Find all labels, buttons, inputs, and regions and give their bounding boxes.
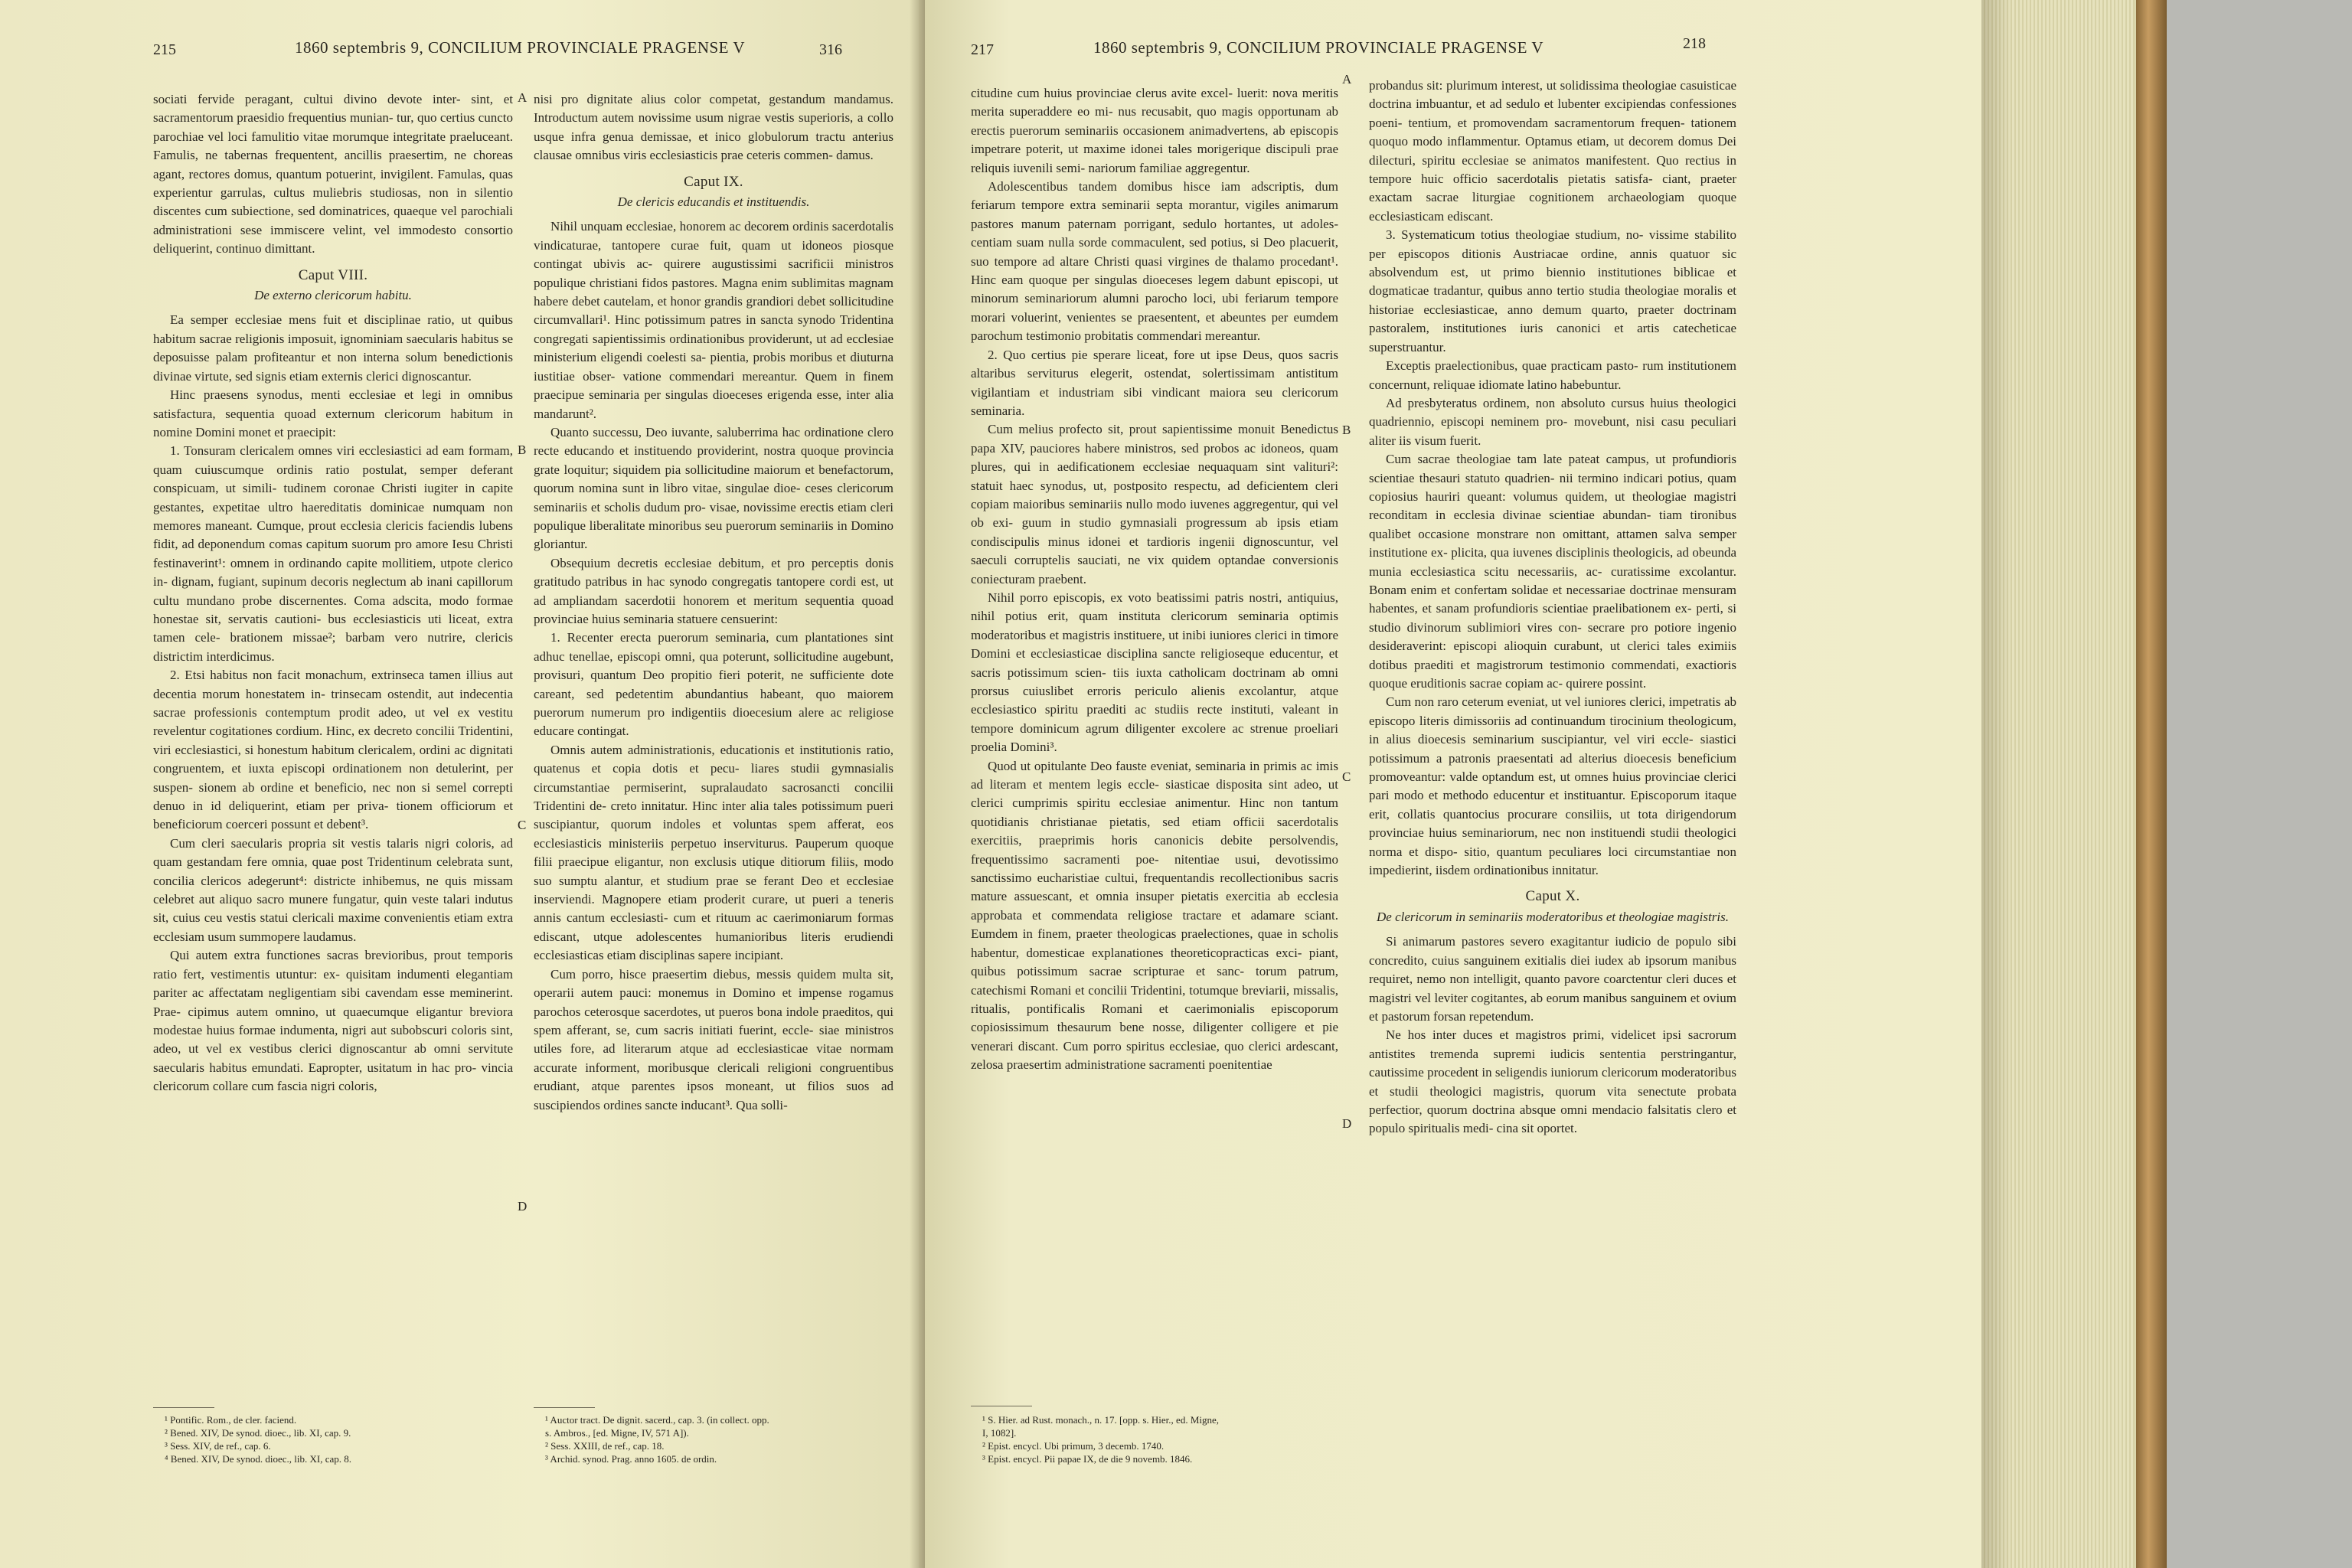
left-footnotes-2	[545, 1413, 769, 1465]
footnote: s. Ambros., [ed. Migne, IV, 571 A]).	[545, 1427, 689, 1439]
footnote-rule	[534, 1407, 595, 1408]
paragraph: Quanto successu, Deo iuvante, saluberrima hac ordinatione clero recte educando et instituendo providerint, nostra quoque provincia grate loquitur; siquidem pia sollicitudine maiorum et benefactorum, quorum nomina sunt in libro vitae, singulae dioe- ceses clericorum seminariis et scholis dudum pro- visae, novissime erectis etiam cleri populique liberalitate minoribus seu puerorum seminariis in Domino gloriantur.	[534, 424, 893, 552]
paragraph: Nihil unquam ecclesiae, honorem ac decorem ordinis sacerdotalis vindicaturae, tantopere curae fuit, quam ut idoneos piosque contingat ubivis ac- quirere augustissimi sacrificii ministros populique christiani fidos pastores. Magna enim sublimitas magnam habere debet cautelam, et honor grandis grandiori debet sollicitudine circumvallari¹. Hinc potissimum patres in sancta synodo Tridentina congregati sapientissimis ordinationibus providerunt, ut ad ecclesiae ministerium eligendi coelesti sa- pientia, probis moribus et diuturna iustitiae obser- vatione commendari mereantur. Quem in finem praecipue seminaria per singulas dioeceses erigenda esse, inter alia mandarunt².	[534, 219, 893, 421]
footnote: ² Sess. XXIII, de ref., cap. 18.	[545, 1440, 665, 1452]
footnote: ¹ S. Hier. ad Rust. monach., n. 17. [opp. s. Hier., ed. Migne,	[982, 1414, 1220, 1426]
paragraph: Cum porro, hisce praesertim diebus, messis quidem multa sit, operarii autem pauci: monemus in Domino et impense rogamus parochos ceterosque sacerdotes, ut pueros bona indole praeditos, qui spem afferant, se, cum sacris initiati fuerint, eccle- siae ministros utiles fore, ad literarum atque ad ecclesiasticae vitae normam accurate informent, moribusque clericali religioni congruentibus erudiant, atque parentes ipsos moneant, ut filios suos ad suscipiendos ordines sancte inducant³. Qua solli-	[534, 966, 893, 1112]
footnote: ² Epist. encycl. Ubi primum, 3 decemb. 1740.	[982, 1440, 1165, 1452]
footnote: ¹ Pontific. Rom., de cler. faciend.	[165, 1414, 297, 1426]
right-column-1	[971, 84, 1338, 1075]
paragraph: Qui autem extra functiones sacras brevioribus, prout temporis ratio fert, vestimentis utuntur: ex- quisitam indumenti elegantiam pariter ac affectatam negligentiam sibi cavendam esse meminerint. Prae- cipimus autem omnino, ut quaecumque eligantur breviora modestae huius formae indumenta, nigri aut subobscuri coloris sint, adeo, ut vel ex vestibus clerici dignoscantur ab omni servitute saecularis habitus emundati. Eapropter, usitatum in hac pro- vincia clericorum collare cum fascia nigri coloris,	[153, 948, 513, 1094]
paragraph: Cum melius profecto sit, prout sapientissime monuit Benedictus papa XIV, pauciores habere ministros, sed probos ac idoneos, quam plures, qui in aedificationem ecclesiae nequaquam sint valituri²: statuit haec synodus, ut, postposito respectu, ad deficientem cleri copiam maioribus seminariis nullo modo iuvenes aggregentur, qui vel ob exi- guum in studio gymnasiali progressum ab ipsis etiam condiscipulis minus idonei et tardioris ingenii dignoscuntur, vel saeculi corruptelis sauciati, ne vix quidem optandae conversionis coniecturam praebent.	[971, 422, 1338, 586]
right-footnotes	[982, 1413, 1219, 1465]
paragraph: Quod ut opitulante Deo fauste eveniat, seminaria in primis ac imis ad literam et mentem legis eccle- siasticae disposita sint adeo, ut clerici cumprimis spiritu ecclesiae animentur. Hinc non tantum quotidianis christianae pietatis, sed etiam officii sacerdotalis exercitiis, praeprimis horis canonicis debite persolvendis, frequentissimo sacramenti poe- nitentiae usui, devotissimo sanctissimo eucharistiae cultui, frequentandis recollectionibus sacris mature assuescant, et omnia insuper pietatis exercitia ab ecclesia approbata et commendata religiose tractare et adamare sciant. Eumdem in finem, praeter theologicas praelectiones, quae in scholis habentur, domesticae explanationes theoreticopracticas exci- piant, quibus potissimum sacrae scripturae et sanc- torum patrum, catechismi Romani et concilii Tridentini, totumque breviarii, missalis, ritualis, pontificalis Romani et caerimonialis episcoporum copiosissimum thesaurum bene nosse, diligenter colligere et pie venerari discant. Cum porro spiritus ecclesiae, quo clerici ardescant, zelosa praesertim administratione sacramenti poenitentiae	[971, 758, 1338, 1073]
left-column-2	[534, 90, 893, 1115]
page-number-outer: 218	[1683, 35, 1706, 52]
page-number-outer: 215	[153, 41, 176, 58]
paragraph: probandus sit: plurimum interest, ut solidissima theologiae casuisticae doctrina imbuantur, et ad sedulo et lubenter excipiendas confessiones poeni- tentium, et promovendam sacramentorum frequen- tationem quoquo modo inflammentur. Optamus etiam, ut decorem domus Dei dilecturi, spiritu ecclesiae se animatos manifestent. Quo rectius in tempore huic officio sacerdotalis pietatis satisfa- ciant, praeter exactam sacrae liturgiae cognitionem archaeologiam quoque ecclesiasticam ediscant.	[1369, 78, 1736, 224]
margin-letter: A	[518, 90, 528, 105]
paragraph: Ea semper ecclesiae mens fuit et disciplinae ratio, ut quibus habitum sacrae religionis imposuit, ignominiam saecularis habitus se deposuisse palam profiteantur et non interna solum benedictionis divinae virtute, sed signis etiam externis clerici dignoscantur.	[153, 312, 513, 384]
margin-letter: D	[518, 1199, 528, 1214]
footnote: ³ Epist. encycl. Pii papae IX, de die 9 novemb. 1846.	[982, 1453, 1193, 1465]
running-header: 1860 septembris 9, CONCILIUM PROVINCIALE PRAGENSE V	[1093, 38, 1544, 57]
right-page	[925, 0, 1981, 1568]
paragraph: Adolescentibus tandem domibus hisce iam adscriptis, dum feriarum tempore extra seminarii septa morantur, vigiles animarum pastores manum paternam porrigant, sedulo hortantes, ut adoles- centiam suam nulla sorde commaculent, sed potius, si Deo placuerit, suo tempore ad altare Christi quasi virgines de thalamo procedant¹. Hinc eam quoque per singulas dioeceses legem dabunt episcopi, ut minorum seminariorum alumni parocho loci, ubi feriarum tempore morari voluerint, venientes se praesentent, et abeuntes per eumdem parochum testimonio probitatis commendari mereantur.	[971, 179, 1338, 344]
chapter-subtitle: De clericis educandis et instituendis.	[617, 194, 810, 210]
right-column-2	[1369, 77, 1736, 1138]
paragraph: Ad presbyteratus ordinem, non absoluto cursus huius theologici quadriennio, episcopi neminem pro- movebunt, nisi casu peculiari aliter iis visum fuerit.	[1369, 395, 1736, 448]
left-footnotes-1	[165, 1413, 351, 1465]
margin-letter: D	[1342, 1116, 1352, 1131]
paragraph: Hinc praesens synodus, menti ecclesiae et legi in omnibus satisfactura, sequentia quoad externum clericorum habitum in nomine Domini monet et praecipit:	[153, 387, 513, 439]
running-header: 1860 septembris 9, CONCILIUM PROVINCIALE PRAGENSE V	[295, 38, 746, 57]
left-column-1	[153, 90, 513, 1096]
paragraph: Cum cleri saecularis propria sit vestis talaris nigri coloris, ad quam gestandam fere omnia, quae post Tridentinum celebrata sunt, concilia clericos adegerunt⁴: districte inhibemus, ne quis missam celebret aut aliquo sacro munere fungatur, quin veste talari indutus sit, cuius ceu vestis statui clericali maxime convenientis etiam extra ecclesiam usum summopere laudamus.	[153, 835, 513, 944]
paragraph: sociati fervide peragant, cultui divino devote inter- sint, et sacramentorum praesidio frequentius munian- tur, quo certius cuncto parochiae vel loci famulitio vitae morumque integritate praeluceant. Famulis, ne tabernas frequentent, ancillis praesertim, ne choreas agant, rectores domus, quantum potuerint, invigilent. Famulas, quas experientur garrulas, cultus muliebris studiosas, non in silentio discentes cum subiectione, sed dominatrices, quaeque vel parochiali administrationi sese immiscere velint, vel immodesto consortio deliquerint, continuo dimittant.	[153, 92, 513, 256]
paragraph: 1. Tonsuram clericalem omnes viri ecclesiastici ad eam formam, quam cuiuscumque ordinis ratio postulat, semper deferant conspicuam, ut simili- tudinem coronae Christi iugiter in capite gestantes, expetitae ultro haereditatis dominicae numquam non memores maneant. Cumque, prout ecclesia clericis faciendis lubens fidit, ad deponendum comas capitum suorum pro amore Iesu Christi festinaverint¹: omnem in ordinando capite mollitiem, utpote clerico in- dignam, fugiant, supinum decoris neglectum ab inani capillorum cultu mundano probe discernentes. Coma adscita, modo formae honestae sit, servatis cautioni- bus ecclesiasticis uti liceat, extra tamen cele- brationem missae²; barbam vero nutrire, clericis districtim interdicimus.	[153, 443, 513, 664]
paragraph: 2. Etsi habitus non facit monachum, extrinseca tamen illius aut decentia morum honestatem in- trinsecam ostendit, aut indecentia sacrae professionis contemptum prodit adeo, ut vel ex vestitu revelentur cogitationes cordium. Hinc, ex decreto concilii Tridentini, viri ecclesiastici, si honestum habitum clericalem, ordini ac dignitati congruentem, et iuxta episcopi ordinationem non detulerint, per suspen- sionem ab ordine et beneficio, nec non si semel correpti denuo in id deliquerint, etiam per priva- tionem officiorum et beneficiorum coerceri possunt et debent³.	[153, 668, 513, 832]
paragraph: Ne hos inter duces et magistros primi, videlicet ipsi sacrorum antistites tremenda supremi iudicis sententia perstringantur, cautissime procedent in seligendis iuniorum clericorum moderatoribus et studii theologici magistris, quorum vita senectute probata perfectior, quorum doctrina absque omni mendacio falsitatis clero et populo spiritualis medi- cina sit oportet.	[1369, 1027, 1736, 1136]
chapter-heading: Caput IX.	[684, 173, 743, 190]
footnote-rule	[153, 1407, 214, 1408]
margin-letter: C	[518, 818, 527, 832]
paragraph: 1. Recenter erecta puerorum seminaria, cum plantationes sint adhuc tenellae, episcopi omni, qua poterunt, sollicitudine augebunt, provisuri, quantum Deo propitio fieri poterit, ne sufficiente dote careant, sed pedetentim abundantius habeant, quo maiorem puerorum numerum pro indigentiis dioecesium alere ac religiose educare contingat.	[534, 630, 893, 739]
left-page	[0, 0, 919, 1568]
footnote: ¹ Auctor tract. De dignit. sacerd., cap. 3. (in collect. opp.	[545, 1414, 769, 1426]
paragraph: Exceptis praelectionibus, quae practicam pasto- rum institutionem concernunt, reliquae idiomate latino habebuntur.	[1369, 358, 1736, 392]
paragraph: 2. Quo certius pie sperare liceat, fore ut ipse Deus, quos sacris altaribus serviturus elegerit, ostendat, solertissimam antistitum vigilantiam et industriam sibi vindicant maiora seu clericorum seminaria.	[971, 347, 1338, 418]
margin-letter: C	[1342, 769, 1351, 784]
footnote: I, 1082].	[982, 1427, 1017, 1439]
paragraph: Cum sacrae theologiae tam late pateat campus, ut profundioris scientiae thesauri statuto quadrien- nii termino indicari potius, quam copiosius hauriri queant: volumus quidem, ut theologiae magistri reconditam in ecclesia divinae scientiae abundan- tiam tironibus qualibet occasione monstrare non omittant, attamen salva semper institutione ex- plicita, qua iuvenes disciplinis theologicis, ad obeunda munia ecclesiastica scitu necessariis, ac- curatissime excolantur. Bonam enim et confertam solidae et necessariae doctrinae mensuram habentes, et sanam profundioris scientiae praelibationem ex- perti, si studio divinorum sublimiori vires con- secrare pro potiore ingenio desideraverint: episcopi alioquin curabunt, ut clerici tales eximiis dotibus praediti et magistrorum testimonio commendati, exactioris quoque eruditionis sacrae copiam ac- quirere possint.	[1369, 452, 1736, 691]
book-cover-edge	[2136, 0, 2167, 1568]
page-number-inner: 217	[971, 41, 994, 58]
footnote: ³ Sess. XIV, de ref., cap. 6.	[165, 1440, 271, 1452]
paragraph: Nihil porro episcopis, ex voto beatissimi patris nostri, antiquius, nihil potius erit, quam instituta clericorum seminaria optimis moderatoribus et magistris instituere, ut inibi iuniores clerici in timore Domini et ecclesiasticae disciplina sancte religioseque educentur, et sacris potissimum scien- tiis iuxta catholicam doctrinam ab omni prorsus cuiuslibet erroris periculo alienis excolantur, atque ecclesiastico spiritu praediti ac studiis recte instituti, valeant in tempore dominicum agrum diligenter excolere ac strenue proeliari proelia Domini³.	[971, 590, 1338, 755]
chapter-heading: Caput VIII.	[298, 266, 368, 283]
margin-letter: B	[518, 443, 527, 457]
chapter-heading: Caput X.	[1525, 888, 1580, 905]
paragraph: 3. Systematicum totius theologiae studium, no- vissime stabilito per episcopos ditionis Austriacae ordine, annis quatuor sic absolvendum est, ut primo biennio institutiones biblicae et dogmaticae tradantur, quibus anno tertio studia theologiae moralis et historiae ecclesiasticae, anno demum quarto, praeter doctrinam pastoralem, institutiones iuris canonici et artis catecheticae superstruantur.	[1369, 227, 1736, 354]
paragraph: Si animarum pastores severo exagitantur iudicio de populo sibi concredito, cuius sanguinem exitialis diei iudex ab ipsorum manibus requiret, nemo non intelligit, quanto pavore coarctentur cleri duces et magistri vel leviter cogitantes, ab eorum manibus sanguinem et ovium et pastorum forsan repetendum.	[1369, 934, 1736, 1024]
margin-letter: B	[1342, 423, 1351, 437]
page-number-inner: 316	[819, 41, 842, 58]
paragraph: citudine cum huius provinciae clerus avite excel- luerit: nova meritis merita superaddere eo mi- nus recusabit, quo magis opportunam ab erectis puerorum seminariis occasionem animadvertens, ab episcopis impetrare poterit, ut maxime idonei tales morigerique discipuli prae reliquis iuvenili semi- nariorum familiae aggregentur.	[971, 86, 1338, 175]
paragraph: nisi pro dignitate alius color competat, gestandum mandamus. Introductum autem novissime usum nigrae vestis superioris, a collo usque infra genua demissae, et inico globulorum tractu anterius clausae omnibus viris ecclesiasticis prae ceteris commen- damus.	[534, 92, 893, 163]
chapter-subtitle: De clericorum in seminariis moderatoribus et theologiae magistris.	[1377, 909, 1729, 924]
paragraph: Omnis autem administrationis, educationis et institutionis ratio, quatenus et copia dotis et pecu- liares studii gymnasialis circumstantiae permiserint, supralaudato sacrosancti concilii Tridentini de- creto innitatur. Hinc inter alia tales potissimum pueri suscipiantur, quorum indoles et voluntas spem afferat, eos ecclesiasticis ministeriis perpetuo inserviturus. Pauperum quoque filii praecipue eligantur, non exclusis utique ditiorum filiis, modo suo sumptu alantur, et studium prae se ferant Deo et ecclesiae inserviendi. Magnopere etiam proderit curare, ut pueri a teneris annis cantum ecclesiasti- cum et rituum ac caerimoniarum formas ediscant, utque adolescentes humanioribus literis erudiendi ecclesiasticas etiam disciplinas sapere incipiant.	[534, 742, 893, 963]
chapter-subtitle: De externo clericorum habitu.	[254, 288, 412, 303]
footnote: ² Bened. XIV, De synod. dioec., lib. XI, cap. 9.	[165, 1427, 351, 1439]
paragraph: Obsequium decretis ecclesiae debitum, et pro perceptis donis gratitudo patribus in hac synodo congregatis tantopere cordi est, ut ad ampliandam sacerdotii honorem et meritum sequentia quoad provinciae huius seminaria statuere censuerint:	[534, 555, 893, 626]
margin-letter: A	[1342, 72, 1352, 87]
paragraph: Cum non raro ceterum eveniat, ut vel iuniores clerici, impetratis ab episcopo literis dimissoriis ad continuandum tirocinium theologicum, in alius dioecesis seminarium suscipiantur, vel viri eccle- siastici potissimum a patronis praesentati ad alterius dioecesis beneficium promoveantur: valde optandum est, ut omnes huius provinciae clerici pari modo et methodo educentur et instituantur. Episcoporum itaque erit, collatis quantocius procurare consiliis, ut tota dirigendorum provinciae huius seminariorum, nec non instituendi studii theologici norma et dispo- sitio, quantum peculiares loci circumstantiae non impedierint, iisdem ordinationibus innitatur.	[1369, 694, 1736, 878]
footnote: ³ Archid. synod. Prag. anno 1605. de ordin.	[545, 1453, 717, 1465]
footnote: ⁴ Bened. XIV, De synod. dioec., lib. XI, cap. 8.	[165, 1453, 352, 1465]
page-edges	[1981, 0, 2135, 1568]
